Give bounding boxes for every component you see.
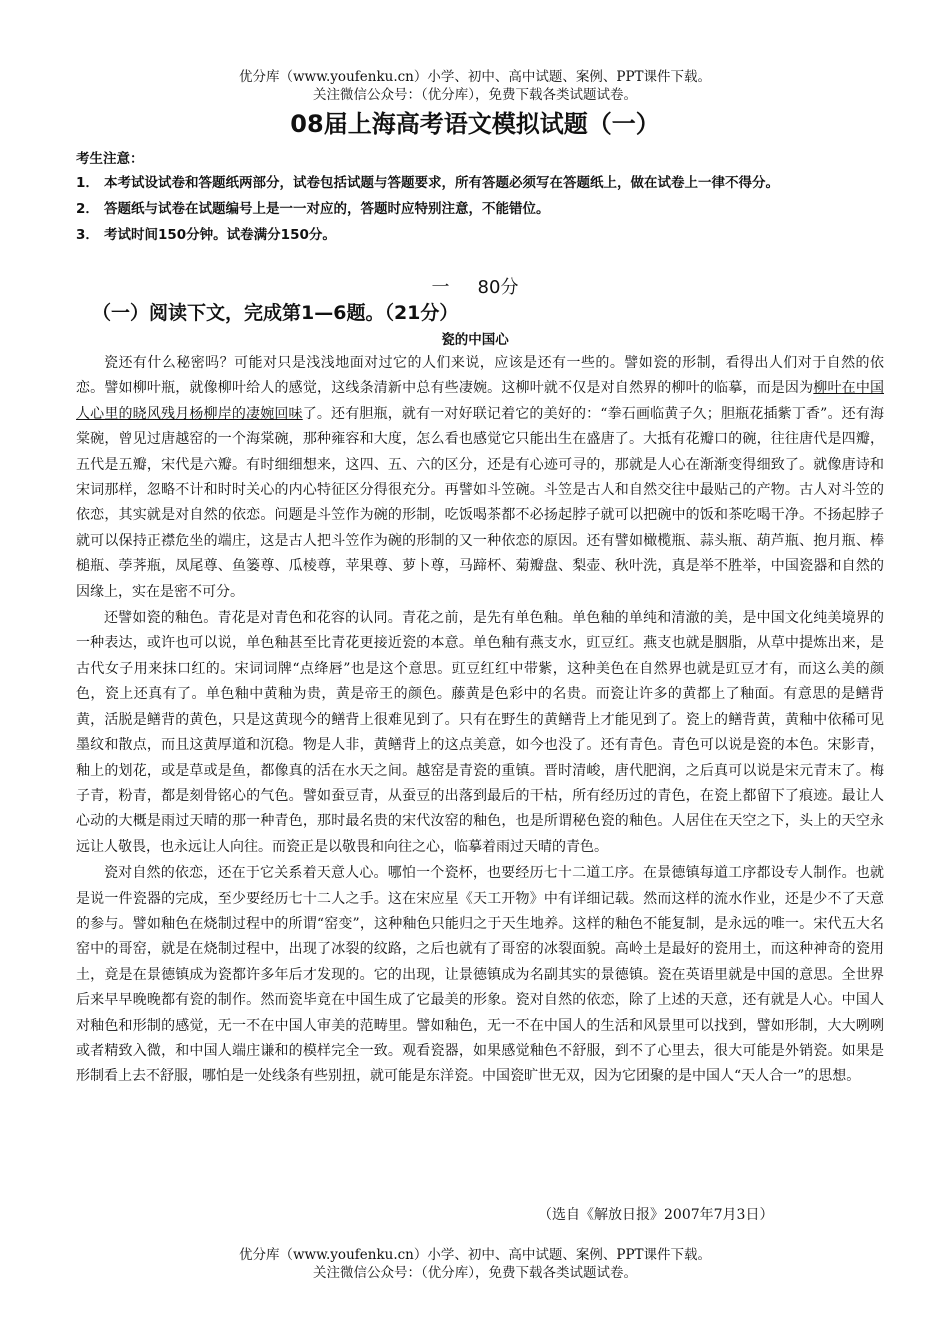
article-source: （选自《解放日报》2007年7月3日） [538,1207,774,1223]
section-heading [0,276,950,300]
footer-line-1: 优分库（www.youfenku.cn）小学、初中、高中试题、案例、PPT课件下载。 [238,1247,712,1263]
note-item [76,170,888,196]
note-text: 答题纸与试卷在试题编号上是一一对应的，答题时应特别注意，不能错位。 [104,201,550,217]
paragraph-text: 瓷还有什么秘密吗？可能对只是浅浅地面对过它的人们来说，应该是还有一些的。譬如瓷的形制，看得出人们对于自然的依恋。譬如柳叶瓶，就像柳叶给人的感觉，这线条清新中总有些凄婉。这柳叶就不仅是对自然界的柳叶的临摹，而是因为 [76,355,884,397]
header-line-2: 关注微信公众号：（优分库），免费下载各类试题试卷。 [313,87,637,103]
note-item [76,222,888,248]
notes-heading: 考生注意： [76,151,144,167]
exam-notes [76,148,888,248]
note-number: 2． [76,201,99,217]
article-paragraph [76,351,884,605]
page-header [0,68,950,104]
note-number: 3． [76,227,99,243]
article-paragraph: 瓷对自然的依恋，还在于它关系着天意人心。哪怕一个瓷杯，也要经历七十二道工序。在景德镇每道工序都设专人制作。也就是说一件瓷器的完成，至少要经历七十二人之手。这在宋应星《天工开物》中有详细记载。然而这样的流水作业，还是少不了天意的参与。譬如釉色在烧制过程中的所谓“窑变”，这种釉色只能归之于天生地养。这样的釉色不能复制，是永远的唯一。宋代五大名窑中的哥窑，就是在烧制过程中，出现了冰裂的纹路，之后也就有了哥窑的冰裂面貌。高岭土是最好的瓷用土，而这种神奇的瓷用土，竟是在景德镇成为瓷都许多年后才发现的。它的出现，让景德镇成为名副其实的景德镇。瓷在英语里就是中国的意思。全世界后来早早晚晚都有瓷的制作。然而瓷毕竟在中国生成了它最美的形象。瓷对自然的依恋，除了上述的天意，还有就是人心。中国人对釉色和形制的感觉，无一不在中国人审美的范畴里。譬如釉色，无一不在中国人的生活和风景里可以找到，譬如形制，大大咧咧或者精致入微，和中国人端庄谦和的模样完全一致。观看瓷器，如果感觉釉色不舒服，到不了心里去，很大可能是外销瓷。如果是形制看上去不舒服，哪怕是一处线条有些别扭，就可能是东洋瓷。中国瓷旷世无双，因为它团聚的是中国人“天人合一”的思想。 [76,865,884,1085]
article-paragraph: 还譬如瓷的釉色。青花是对青色和花容的认同。青花之前，是先有单色釉。单色釉的单纯和清澈的美，是中国文化纯美境界的一种表达，或许也可以说，单色釉甚至比青花更接近瓷的本意。单色釉有燕支水，豇豆红。燕支也就是胭脂，从草中提炼出来，是古代女子用来抹口红的。宋词词牌“点绛唇”也是这个意思。豇豆红红中带紫，这种美色在自然界也就是豇豆才有，而这么美的颜色，瓷上还真有了。单色釉中黄釉为贵，黄是帝王的颜色。藤黄是色彩中的名贵。而瓷让许多的黄都上了釉面。有意思的是鳝背黄，活脱是鳝背的黄色，只是这黄现今的鳝背上很难见到了。只有在野生的黄鳝背上才能见到了。瓷上的鳝背黄，黄釉中依稀可见墨纹和散点，而且这黄厚道和沉稳。物是人非，黄鳝背上的这点美意，如今也没了。还有青色。青色可以说是瓷的本色。宋影青，釉上的划花，或是草或是鱼，都像真的活在水天之间。越窑是青瓷的重镇。晋时清峻，唐代肥润，之后真可以说是宋元青末了。梅子青，粉青，都是刻骨铭心的气色。譬如蚕豆青，从蚕豆的出落到最后的干枯，所有经历过的青色，在瓷上都留下了痕迹。最让人心动的大概是雨过天晴的那一种青色，那时最名贵的宋代汝窑的釉色，也是所谓秘色瓷的釉色。人居住在天空之下，头上的天空永远让人敬畏，也永远让人向往。而瓷正是以敬畏和向往之心，临摹着雨过天晴的青色。 [76,610,884,855]
underlined-phrase: 柳叶在中国人心里的晓风残月杨柳岸的凄婉回味 [76,380,885,422]
note-text: 本考试设试卷和答题纸两部分，试卷包括试题与答题要求，所有答题必须写在答题纸上，做在试卷上一律不得分。 [104,175,779,191]
part-heading: （一）阅读下文，完成第1—6题。（21分） [92,302,459,324]
exam-title: 08届上海高考语文模拟试题（一） [290,110,660,138]
section-label: 一 [431,277,450,298]
note-number: 1． [76,175,99,191]
footer-line-2: 关注微信公众号：（优分库），免费下载各类试题试卷。 [313,1265,637,1281]
note-item [76,196,888,222]
header-line-1: 优分库（www.youfenku.cn）小学、初中、高中试题、案例、PPT课件下载。 [238,69,712,85]
article-body [76,351,884,1090]
page-footer [0,1246,950,1282]
article-title: 瓷的中国心 [441,332,509,348]
note-text: 考试时间150分钟。试卷满分150分。 [104,227,336,243]
section-score: 80分 [477,277,519,298]
paragraph-text: 了。还有胆瓶，就有一对好联记着它的美好的：“拳石画临黄子久；胆瓶花插紫丁香”。还有海棠碗，曾见过唐越窑的一个海棠碗，那种雍容和大度，怎么看也感觉它只能出生在盛唐了。大抵有花瓣口的碗，往往唐代是四瓣，五代是五瓣，宋代是六瓣。有时细细想来，这四、五、六的区分，还是有心迹可寻的，那就是人心在渐渐变得细致了。就像唐诗和宋词那样，忽略不计和时时关心的内心特征区分得很充分。再譬如斗笠碗。斗笠是古人和自然交往中最贴己的产物。古人对斗笠的依恋，其实就是对自然的依恋。问题是斗笠作为碗的形制，吃饭喝茶都不必扬起脖子就可以把碗中的饭和茶吃喝干净。不扬起脖子就可以保持正襟危坐的端庄，这是古人把斗笠作为碗的形制的又一种依恋的原因。还有譬如橄榄瓶、蒜头瓶、葫芦瓶、抱月瓶、棒槌瓶、荸荠瓶，凤尾尊、鱼篓尊、瓜棱尊，苹果尊、萝卜尊，马蹄杯、菊瓣盘、梨壶、秋叶洗，真是举不胜举，中国瓷器和自然的因缘上，实在是密不可分。 [76,405,884,600]
